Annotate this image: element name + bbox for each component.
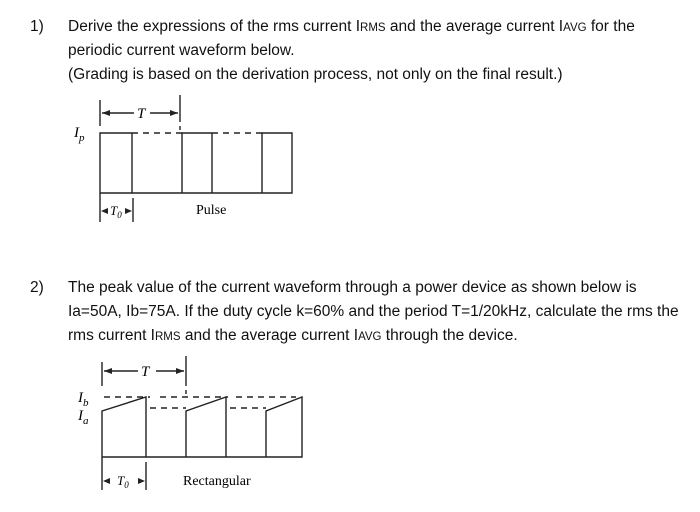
q2-line1: The peak value of the current waveform through a power device as shown below is xyxy=(68,279,637,296)
q1-line2: periodic current waveform below. xyxy=(68,42,295,59)
q1-line1-mid: and the average current I xyxy=(385,18,564,35)
q1-line1-prefix: Derive the expressions of the rms current I xyxy=(68,18,361,35)
q2-line2: Ia=50A, Ib=75A. If the duty cycle k=60% and the period T=1/20kHz, calculate the rms the xyxy=(68,303,679,320)
q2-sub-rms: RMS xyxy=(154,331,181,343)
q1-peak-label: $I_p$ xyxy=(74,125,85,144)
q2-ib-label: $I_b$ xyxy=(78,390,89,409)
q1-t0-label: $T_0$ xyxy=(110,203,122,220)
q2-t0-label: $T_0$ xyxy=(117,473,129,490)
q2-t0-arrowhead-right xyxy=(138,478,145,484)
q2-caption: Rectangular xyxy=(183,474,251,489)
q2-period-arrowhead-left xyxy=(104,368,112,374)
q1-sub-rms: RMS xyxy=(360,22,386,34)
q1-caption: Pulse xyxy=(196,203,227,218)
q1-line1-suffix: for the xyxy=(586,18,635,35)
q1-number: 1) xyxy=(30,18,44,35)
q1-line3: (Grading is based on the derivation process, not only on the final result.) xyxy=(68,66,563,83)
q2-line3-mid: and the average current I xyxy=(180,327,359,344)
rectangular-waveform xyxy=(102,397,302,457)
q2-ia-label: $I_a$ xyxy=(78,408,89,427)
q2-period-arrowhead-right xyxy=(176,368,184,374)
q2-line3-suffix: through the device. xyxy=(381,327,518,344)
q2-line3-prefix: rms current I xyxy=(68,327,155,344)
q2-period-label: T xyxy=(141,364,150,380)
q1-period-label: T xyxy=(137,106,146,122)
q1-sub-avg: AVG xyxy=(563,22,587,34)
q2-sub-avg: AVG xyxy=(358,331,382,343)
q2-number: 2) xyxy=(30,279,44,296)
q2-t0-arrowhead-left xyxy=(103,478,110,484)
